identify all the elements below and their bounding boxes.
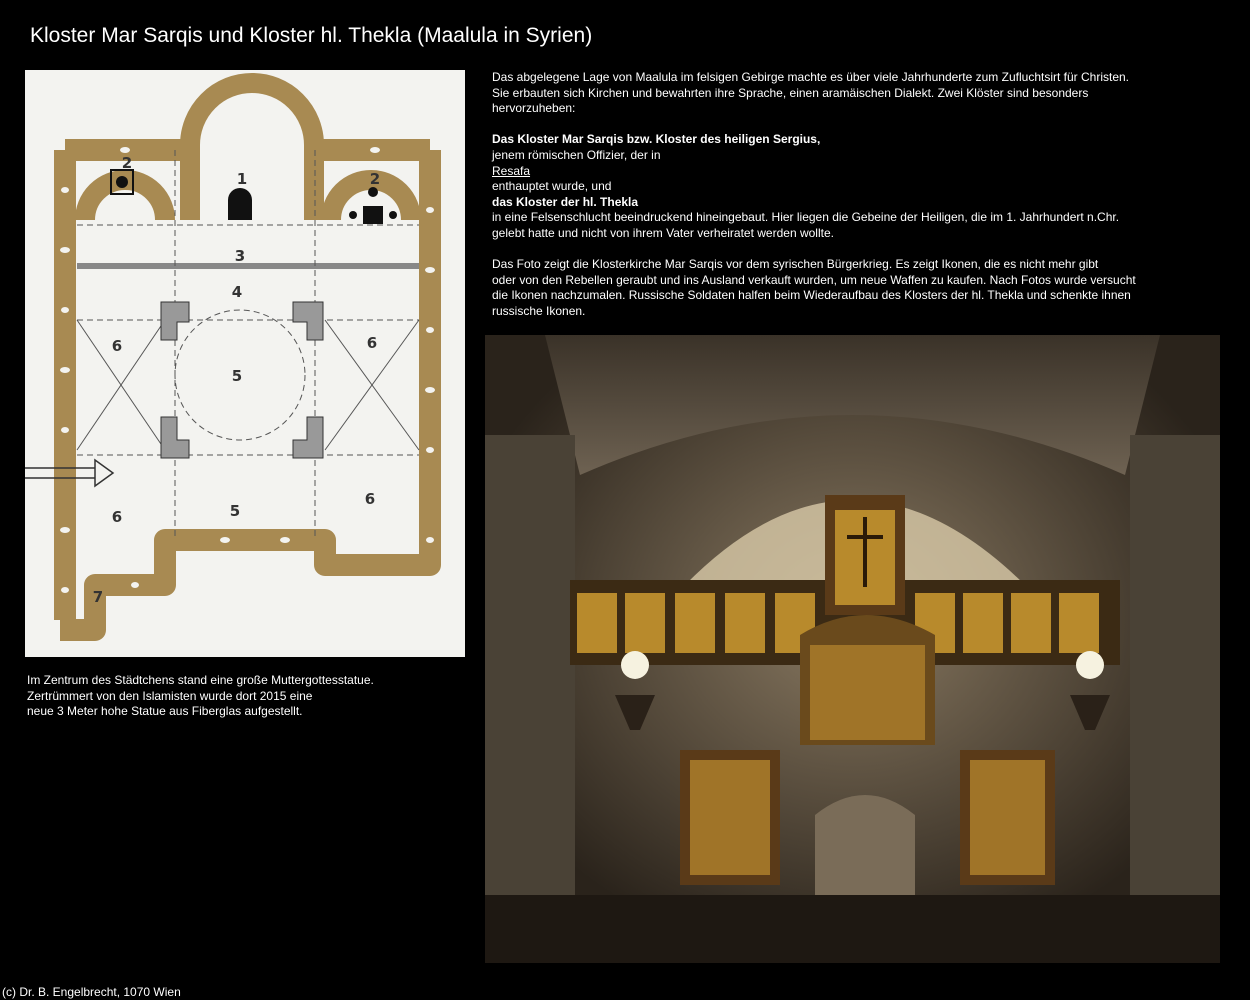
photo-desc-line: Das Foto zeigt die Klosterkirche Mar Sarqis vor dem syrischen Bürgerkrieg. Es zeigt Ikonen, die es nicht mehr gibt xyxy=(492,257,1099,272)
sergius-line: jenem römischen Offizier, der in xyxy=(492,147,661,162)
caption-line: Im Zentrum des Städtchens stand eine große Muttergottesstatue. xyxy=(27,673,374,687)
intro-line: hervorzuheben: xyxy=(492,101,576,116)
plan-caption xyxy=(27,673,447,720)
plan-label-6-bottom-right: 6 xyxy=(364,490,376,508)
description-text xyxy=(492,70,1172,320)
thekla-line: in eine Felsenschlucht beeindruckend hineingebaut. Hier liegen die Gebeine der Heiligen, die im 1. Jahrhundert n.Chr. xyxy=(492,210,1120,225)
thekla-heading: das Kloster der hl. Thekla xyxy=(492,194,639,209)
church-interior-drawing xyxy=(485,335,1220,963)
intro-line: Sie erbauten sich Kirchen und bewahrten ihre Sprache, einen aramäischen Dialekt. Zwei Klöster sind besonders xyxy=(492,85,1089,100)
thekla-line: gelebt hatte und nicht von ihrem Vater verheiratet werden wollte. xyxy=(492,225,834,240)
intro-line: Das abgelegene Lage von Maalula im felsigen Gebirge machte es über viele Jahrhunderte zum Zufluchtsirt für Christen. xyxy=(492,70,1130,84)
plan-label-2-left: 2 xyxy=(121,154,133,172)
photo-desc-line: die Ikonen nachzumalen. Russische Soldaten halfen beim Wiederaufbau des Klosters der hl. Thekla und schenkte ihnen xyxy=(492,288,1131,303)
copyright-notice: (c) Dr. B. Engelbrecht, 1070 Wien xyxy=(2,985,181,999)
plan-label-5-bottom: 5 xyxy=(229,502,241,520)
photo-desc-line: oder von den Rebellen geraubt und ins Ausland verkauft wurden, um neue Waffen zu kaufen. Nach Fotos wurde versucht xyxy=(492,272,1136,287)
floor-plan-image xyxy=(25,70,465,657)
resafa-link[interactable]: Resafa xyxy=(492,163,531,178)
iconostasis-bar xyxy=(77,263,419,269)
plan-label-6-top-right: 6 xyxy=(366,334,378,352)
church-interior-photo xyxy=(485,335,1220,963)
sergius-heading: Das Kloster Mar Sarqis bzw. Kloster des heiligen Sergius, xyxy=(492,132,821,147)
plan-label-3: 3 xyxy=(234,247,246,265)
plan-label-2-right: 2 xyxy=(369,170,381,188)
caption-line: neue 3 Meter hohe Statue aus Fiberglas aufgestellt. xyxy=(27,704,303,718)
plan-label-6-bottom-left: 6 xyxy=(111,508,123,526)
photo-desc-line: russische Ikonen. xyxy=(492,303,586,318)
plan-label-6-top-left: 6 xyxy=(111,337,123,355)
beheaded-line: enthauptet wurde, und xyxy=(492,179,612,194)
plan-label-7: 7 xyxy=(92,588,104,606)
caption-line: Zertrümmert von den Islamisten wurde dort 2015 eine xyxy=(27,688,313,703)
floor-plan-drawing xyxy=(25,70,465,657)
plan-label-4: 4 xyxy=(231,283,243,301)
plan-label-5-top: 5 xyxy=(231,367,243,385)
page-title: Kloster Mar Sarqis und Kloster hl. Thekla (Maalula in Syrien) xyxy=(30,24,593,47)
plan-label-1: 1 xyxy=(236,170,248,188)
